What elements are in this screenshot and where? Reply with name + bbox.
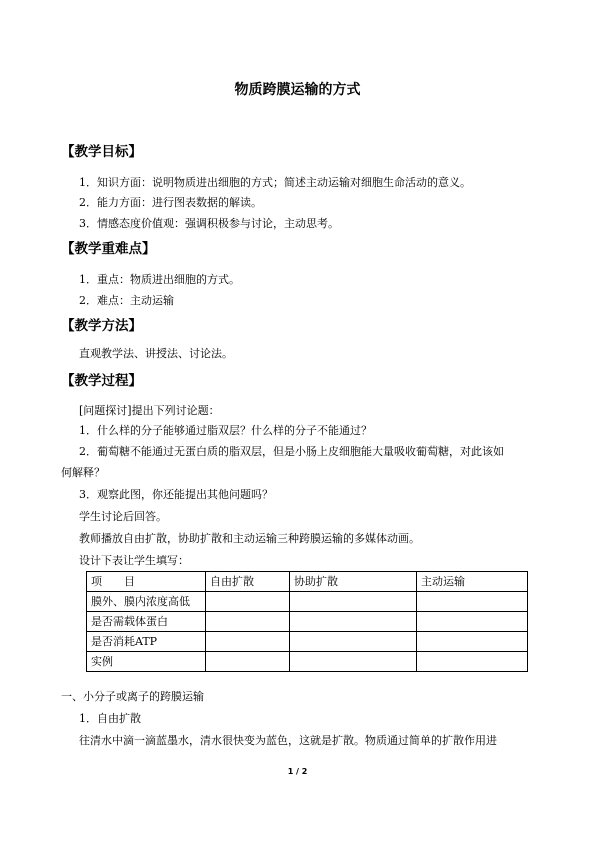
table-header-cell: 自由扩散 [206,572,290,592]
table-header-cell: 协助扩散 [290,572,417,592]
subsection-free-diffusion: 1．自由扩散 [79,712,141,725]
key-point-item-2: 2．难点：主动运输 [79,294,174,307]
table-cell: 膜外、膜内浓度高低 [87,592,206,612]
table-header-cell: 项 目 [87,572,206,592]
process-line-6: 学生讨论后回答。 [79,510,167,523]
key-point-item-1: 1．重点：物质进出细胞的方式。 [79,273,240,286]
process-line-3: 2．葡萄糖不能通过无蛋白质的脂双层，但是小肠上皮细胞能大量吸收葡萄糖，对此该如 [79,445,504,458]
table-header-row [87,572,528,592]
heading-key-points: 【教学重难点】 [61,241,156,257]
table-cell [417,592,528,612]
table-cell [290,632,417,652]
table-cell: 是否需载体蛋白 [87,612,206,632]
process-line-5: 3．观察此图，你还能提出其他问题吗？ [79,488,273,501]
goal-item-1: 1．知识方面：说明物质进出细胞的方式；简述主动运输对细胞生命活动的意义。 [79,176,471,189]
comparison-table [86,571,528,672]
table-cell: 实例 [87,652,206,672]
goal-item-3: 3．情感态度价值观：强调积极参与讨论，主动思考。 [79,217,339,230]
table-row [87,652,528,672]
table-cell [417,652,528,672]
table-cell: 是否消耗ATP [87,632,206,652]
table-cell [290,652,417,672]
table-cell [290,612,417,632]
methods-text: 直观教学法、讲授法、讨论法。 [79,347,233,360]
goal-item-2: 2．能力方面：进行图表数据的解读。 [79,196,262,209]
section-heading-small-molecules: 一、小分子或离子的跨膜运输 [61,690,204,703]
table-cell [290,592,417,612]
paragraph-diffusion: 往清水中滴一滴蓝墨水，清水很快变为蓝色，这就是扩散。物质通过简单的扩散作用进 [79,734,497,747]
process-line-7: 教师播放自由扩散，协助扩散和主动运输三种跨膜运输的多媒体动画。 [79,532,420,545]
table-cell [206,632,290,652]
page-number: 1 / 2 [287,767,308,776]
process-line-4: 何解释？ [61,466,105,479]
table-cell [417,632,528,652]
table-row [87,612,528,632]
heading-teaching-goals: 【教学目标】 [61,144,142,160]
table-row [87,632,528,652]
heading-process: 【教学过程】 [61,373,142,389]
table-cell [206,652,290,672]
table-row [87,592,528,612]
table-cell [206,592,290,612]
table-cell [206,612,290,632]
process-line-1: [问题探讨]提出下列讨论题： [79,404,220,417]
heading-methods: 【教学方法】 [61,318,142,334]
process-line-2: 1．什么样的分子能够通过脂双层？什么样的分子不能通过？ [79,424,372,437]
table-cell [417,612,528,632]
table-header-cell: 主动运输 [417,572,528,592]
process-line-8: 设计下表让学生填写： [79,554,189,567]
document-title: 物质跨膜运输的方式 [234,82,361,98]
